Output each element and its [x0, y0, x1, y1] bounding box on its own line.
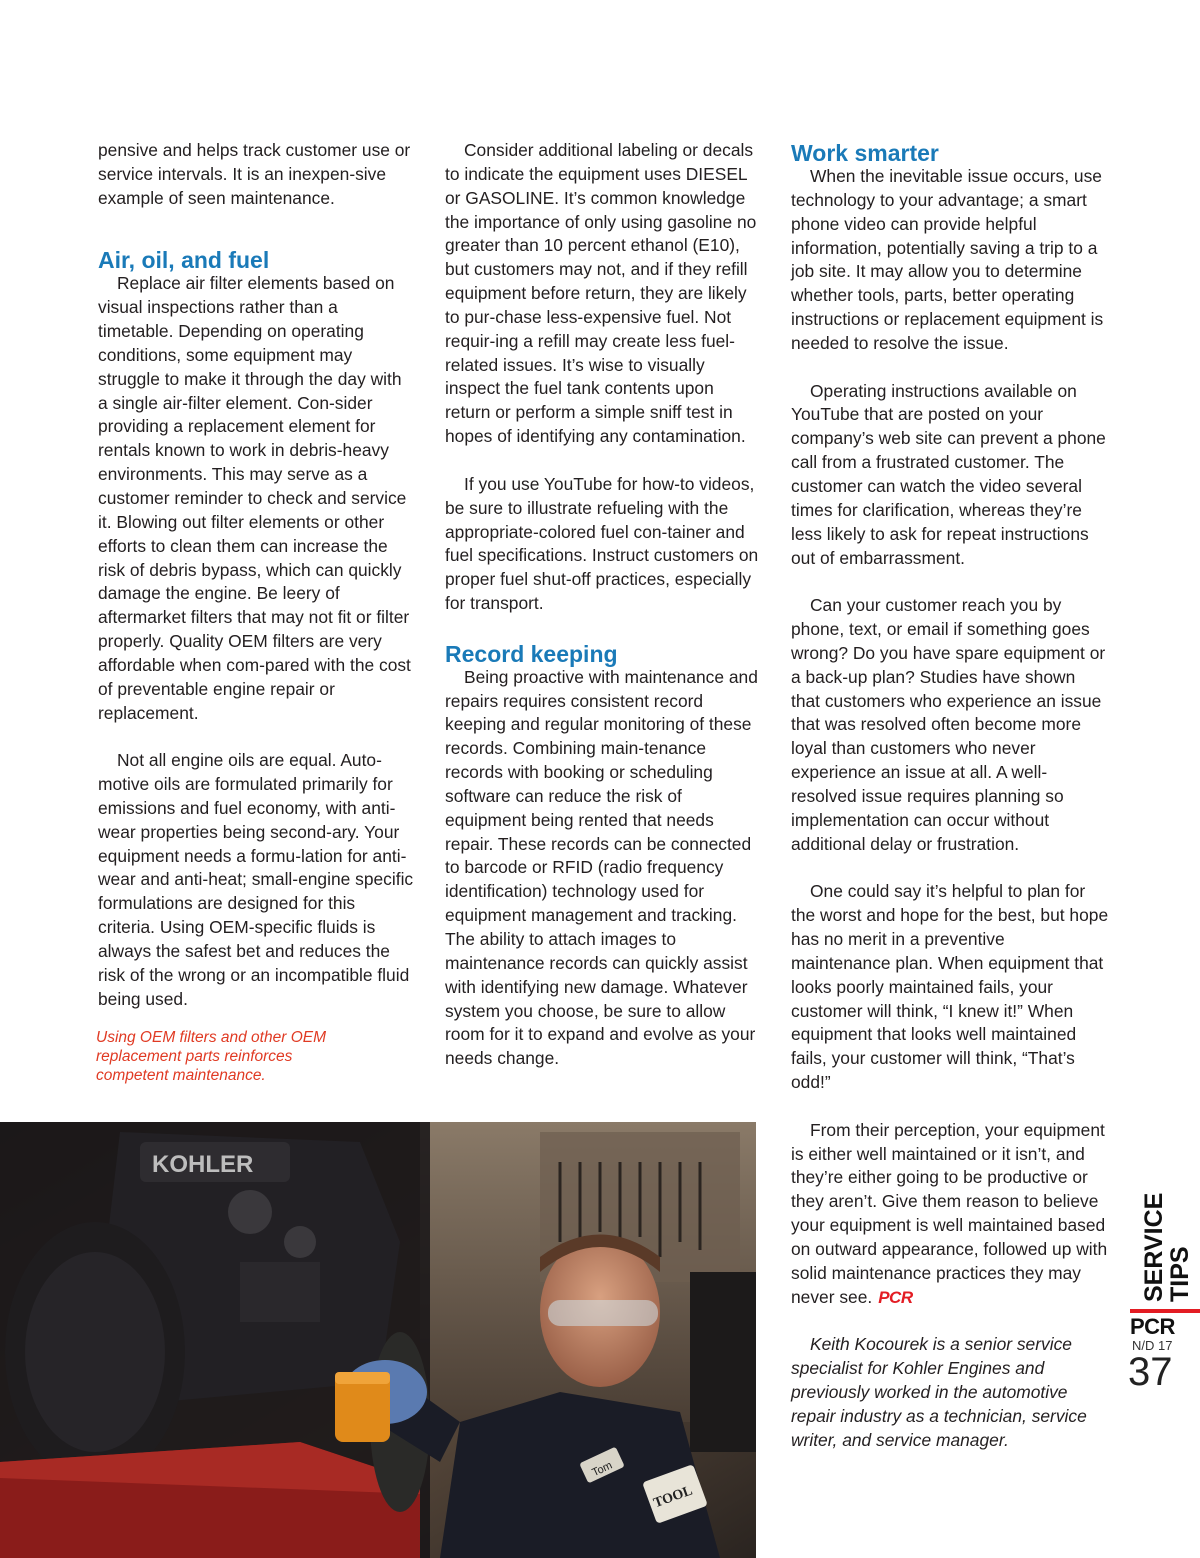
- magazine-name: PCR: [1130, 1314, 1175, 1339]
- shirt-name-tag: Tom: [590, 1459, 615, 1480]
- column-2: [445, 139, 763, 1071]
- body-paragraph: Consider additional labeling or decals to indicate the equipment uses DIESEL or GASOLINE. It’s common knowledge the importance of only using gasoline no greater than 10 percent ethanol (E10), but customers may not, and if they refill equipment before return, they are likely to pur-chase less-expensive fuel. Not requir-ing a refill may create less fuel-related issues. It’s wise to visually inspect the fuel tank contents upon return or perform a simple sniff test in hopes of identifying any contamination.: [445, 140, 757, 447]
- body-paragraph: [791, 1119, 1109, 1310]
- shirt-patch-logo: TOOL: [651, 1483, 695, 1512]
- body-paragraph: When the inevitable issue occurs, use technology to your advantage; a smart phone video can provide helpful information, potentially saving a trip to a job site. It may allow you to determine whether tools, parts, better operating instructions or replacement equipment is needed to resolve the issue.: [791, 166, 1104, 353]
- section-heading-record-keeping: Record keeping: [445, 640, 618, 667]
- section-heading-work-smarter: Work smarter: [791, 140, 939, 166]
- engine-brand-label: KOHLER: [152, 1151, 254, 1178]
- photo-caption: Using OEM filters and other OEM replacement parts reinforces competent maintenance.: [96, 1029, 326, 1084]
- body-paragraph: pensive and helps track customer use or service intervals. It is an inexpen-sive example of seen maintenance.: [98, 140, 411, 208]
- page-number: 37: [1128, 1350, 1173, 1394]
- page-sidebar: [1112, 1174, 1200, 1558]
- issue-date: N/D 17: [1132, 1338, 1173, 1353]
- section-label-service: SERVICE: [1140, 1192, 1168, 1302]
- column-3: [791, 139, 1109, 1453]
- body-paragraph: Can your customer reach you by phone, text, or email if something goes wrong? Do you have spare equipment or a back-up plan? Studies have shown that customers who experience an issue that was resolved often become more loyal than customers who never experience an issue at all. A well-resolved issue requires planning so implementation can occur without additional delay or frustration.: [791, 595, 1106, 854]
- section-heading-air-oil-fuel: Air, oil, and fuel: [98, 247, 270, 274]
- body-paragraph: One could say it’s helpful to plan for the worst and hope for the best, but hope has no merit in a preventive maintenance plan. When equipment that looks poorly maintained fails, your customer will think, “I knew it!” When equipment that looks well maintained fails, your customer will think, “That’s odd!”: [791, 881, 1109, 1093]
- body-paragraph: Replace air filter elements based on visual inspections rather than a timetable. Depending on operating conditions, some equipment may struggle to make it through the day with a single air-filter element. Con-sider providing a replacement element for rentals known to work in debris-heavy environments. This may serve as a customer reminder to check and service it. Blowing out filter elements or other efforts to clean them can increase the risk of debris bypass, which can quickly damage the engine. Be leery of aftermarket filters that may not fit or filter properly. Quality OEM filters are very affordable when com-pared with the cost of preventable engine repair or replacement.: [98, 273, 411, 723]
- section-label-vertical: [1134, 1184, 1194, 1304]
- body-paragraph: If you use YouTube for how-to videos, be sure to illustrate refueling with the appropriate-colored fuel con-tainer and fuel specifications. Instruct customers on proper fuel shut-off practices, especially for transport.: [445, 473, 759, 614]
- body-paragraph: Not all engine oils are equal. Auto-motive oils are formulated primarily for emissions and fuel economy, with anti-wear properties being second-ary. Your equipment needs a formu-lation for anti-wear and anti-heat; small-engine specific formulations are designed for this criteria. Using OEM-specific fluids is always the safest bet and reduces the risk of the wrong or an incompatible fluid being used.: [98, 750, 414, 1009]
- author-bio: Keith Kocourek is a senior service specialist for Kohler Engines and previously worked in the automotive repair industry as a technician, service writer, and service manager.: [791, 1334, 1087, 1450]
- final-paragraph-text: From their perception, your equipment is either well maintained or it isn’t, and they’re either going to be productive or they aren’t. Give them reason to believe your equipment is well maintained based on outward appearance, followed up with solid maintenance practices they may never see.: [791, 1119, 1108, 1307]
- photo-illustration: [0, 1122, 756, 1558]
- section-label-tips: TIPS: [1166, 1246, 1194, 1302]
- technician-engine-photo: [0, 1122, 756, 1558]
- pcr-end-mark-logo: PCR: [878, 1287, 913, 1307]
- body-paragraph: Being proactive with maintenance and repairs requires consistent record keeping and regular monitoring of these records. Combining main-tenance records with booking or scheduling software can reduce the risk of equipment being rented that needs repair. These records can be connected to barcode or RFID (radio frequency identification) technology used for equipment management and tracking. The ability to attach images to maintenance records can quickly assist with identifying new damage. Whatever system you choose, be sure to allow room for it to expand and evolve as your needs change.: [445, 666, 758, 1069]
- body-paragraph: Operating instructions available on YouTube that are posted on your company’s web site can prevent a phone call from a frustrated customer. The customer can watch the video several times for clarification, whereas they’re less likely to ask for repeat instructions out of embarrassment.: [791, 380, 1106, 568]
- column-1: [98, 139, 416, 1012]
- accent-divider: [1130, 1309, 1200, 1313]
